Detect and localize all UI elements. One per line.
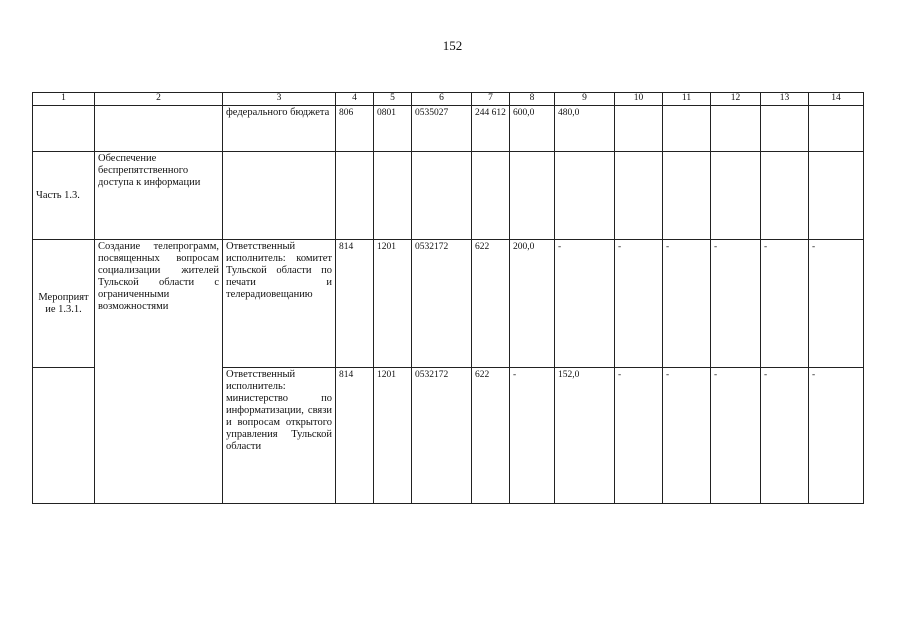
section-label: Часть 1.3. — [33, 152, 95, 240]
table-cell: - — [663, 368, 711, 504]
table-cell: - — [615, 240, 663, 368]
section-title: Обеспечение беспрепятственного доступа к информации — [95, 152, 223, 240]
table-cell: - — [663, 240, 711, 368]
responsible-executor: Ответственный исполнитель: комитет Тульской области по печати и телерадиовещанию — [223, 240, 336, 368]
header-cell: 2 — [95, 93, 223, 106]
table-cell — [809, 106, 864, 152]
table-cell — [711, 152, 761, 240]
table-cell: - — [555, 240, 615, 368]
table-cell: - — [809, 240, 864, 368]
page-number: 152 — [442, 38, 463, 53]
header-cell: 4 — [336, 93, 374, 106]
table-row — [33, 240, 864, 368]
header-cell: 6 — [412, 93, 472, 106]
table-cell — [95, 106, 223, 152]
table-cell: 622 — [472, 368, 510, 504]
header-cell: 12 — [711, 93, 761, 106]
table-cell: 200,0 — [510, 240, 555, 368]
table-cell: 1201 — [374, 368, 412, 504]
header-cell: 14 — [809, 93, 864, 106]
table-cell: 600,0 — [510, 106, 555, 152]
header-cell: 5 — [374, 93, 412, 106]
table-cell — [510, 152, 555, 240]
table-cell — [615, 152, 663, 240]
table-cell: - — [761, 240, 809, 368]
table-cell: 0532172 — [412, 240, 472, 368]
responsible-executor: Ответственный исполнитель: министерство по информатизации, связи и вопросам открытого управления Тульской области — [223, 368, 336, 504]
table-cell — [761, 106, 809, 152]
table-cell: 814 — [336, 368, 374, 504]
table-cell: 0801 — [374, 106, 412, 152]
header-cell: 10 — [615, 93, 663, 106]
table-cell — [711, 106, 761, 152]
table-cell — [223, 152, 336, 240]
table-cell: - — [510, 368, 555, 504]
measure-title: Создание телепрограмм, посвященных вопросам социализации жителей Тульской области с ограниченными возможностями — [95, 240, 223, 504]
table-cell — [374, 152, 412, 240]
table-cell: 0535027 — [412, 106, 472, 152]
table-cell — [33, 368, 95, 504]
table-cell — [615, 106, 663, 152]
table-cell: - — [711, 240, 761, 368]
table-cell: 622 — [472, 240, 510, 368]
table-cell: 1201 — [374, 240, 412, 368]
table-cell: - — [761, 368, 809, 504]
table-cell: 0532172 — [412, 368, 472, 504]
table-row — [33, 152, 864, 240]
table-cell — [761, 152, 809, 240]
table-cell — [412, 152, 472, 240]
header-cell: 9 — [555, 93, 615, 106]
table-cell — [33, 106, 95, 152]
table-cell — [472, 152, 510, 240]
table-cell: федерального бюджета — [223, 106, 336, 152]
table-cell — [336, 152, 374, 240]
header-cell: 7 — [472, 93, 510, 106]
table-cell: - — [711, 368, 761, 504]
table-row — [33, 106, 864, 152]
table-cell — [663, 106, 711, 152]
header-cell: 13 — [761, 93, 809, 106]
table-cell: - — [809, 368, 864, 504]
table-cell — [809, 152, 864, 240]
table-cell: 152,0 — [555, 368, 615, 504]
header-cell: 8 — [510, 93, 555, 106]
table-cell: 480,0 — [555, 106, 615, 152]
header-cell: 3 — [223, 93, 336, 106]
header-cell: 1 — [33, 93, 95, 106]
budget-table — [32, 92, 864, 504]
measure-label: Мероприятие 1.3.1. — [33, 240, 95, 368]
table-header-row — [33, 93, 864, 106]
table-cell: 814 — [336, 240, 374, 368]
table-cell: - — [615, 368, 663, 504]
table-cell — [663, 152, 711, 240]
header-cell: 11 — [663, 93, 711, 106]
table-cell: 806 — [336, 106, 374, 152]
table-cell — [555, 152, 615, 240]
table-cell: 244 612 — [472, 106, 510, 152]
